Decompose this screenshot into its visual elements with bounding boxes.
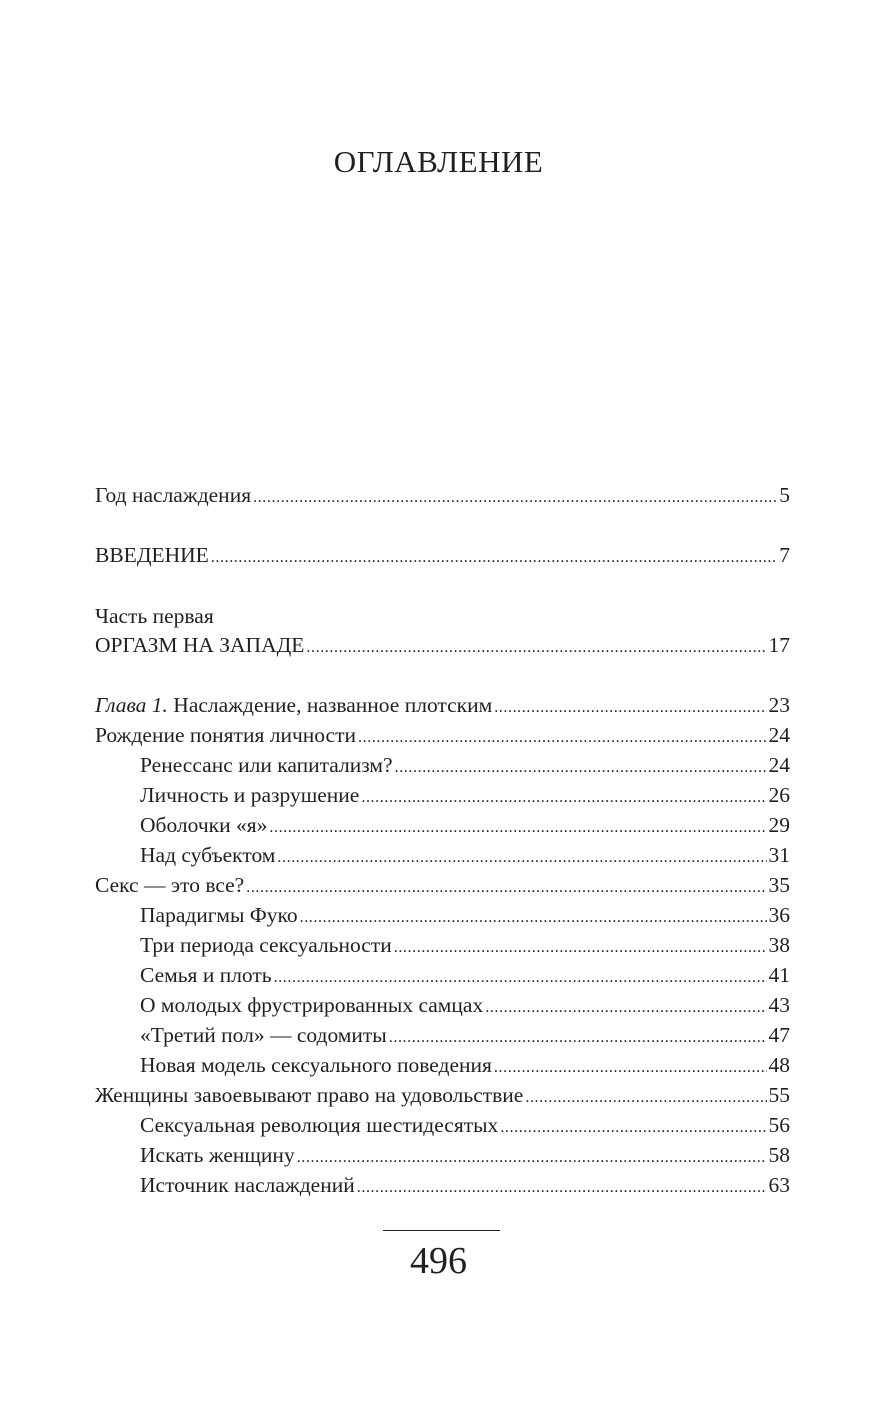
chapter-prefix: Глава 1. <box>95 693 168 717</box>
toc-entry-page: 17 <box>768 633 790 657</box>
toc-entry-label: Парадигмы Фуко <box>140 903 298 927</box>
toc-entry-page: 31 <box>768 843 790 867</box>
toc-entry-label: Новая модель сексуального поведения <box>140 1053 492 1077</box>
toc-entry-label: ВВЕДЕНИЕ <box>95 543 209 567</box>
toc-entry <box>95 720 790 750</box>
part-label: Часть первая <box>95 604 214 628</box>
toc-entry-label: Женщины завоевывают право на удовольствие <box>95 1083 524 1107</box>
dot-leader <box>246 873 766 903</box>
toc-entry-page: 23 <box>768 693 790 717</box>
toc-entry-introduction <box>95 540 790 570</box>
dot-leader <box>394 933 767 963</box>
toc-entry <box>95 870 790 900</box>
toc-entry-label: Секс — это все? <box>95 873 245 897</box>
dot-leader <box>357 1173 767 1203</box>
toc-entry-page: 43 <box>768 993 790 1017</box>
dot-leader <box>389 1023 767 1053</box>
dot-leader <box>274 963 767 993</box>
toc-subentry <box>140 900 790 930</box>
toc-entry-chapter-1 <box>95 690 790 720</box>
toc-subentry <box>140 1110 790 1140</box>
toc-entry-preface <box>95 480 790 510</box>
toc-entry-label: Рождение понятия личности <box>95 723 357 747</box>
toc-entry-label: Ренессанс или капитализм? <box>140 753 393 777</box>
toc-subentry <box>140 990 790 1020</box>
toc-entry-page: 24 <box>768 753 790 777</box>
toc-entry-page: 29 <box>768 813 790 837</box>
dot-leader <box>300 903 767 933</box>
toc-subentry <box>140 1140 790 1170</box>
dot-leader <box>358 723 766 753</box>
toc-entry-page: 55 <box>768 1083 790 1107</box>
toc-entry-label: О молодых фрустрированных самцах <box>140 993 484 1017</box>
toc-entry-page: 48 <box>768 1053 790 1077</box>
toc-subentry <box>140 1050 790 1080</box>
dot-leader <box>253 483 777 513</box>
toc-subentry <box>140 840 790 870</box>
toc-entry-label: «Третий пол» — содомиты <box>140 1023 387 1047</box>
toc-entry-page: 41 <box>768 963 790 987</box>
toc-entry-label <box>95 690 492 720</box>
toc-entry-page: 63 <box>768 1173 790 1197</box>
toc-subentry <box>140 780 790 810</box>
toc-subentry <box>140 1170 790 1200</box>
toc-entry-label: Оболочки «я» <box>140 813 268 837</box>
toc-subentry <box>140 930 790 960</box>
toc-entry-page: 47 <box>768 1023 790 1047</box>
toc-entry-label: Семья и плоть <box>140 963 272 987</box>
toc-subentry <box>140 1020 790 1050</box>
toc-entry-page: 36 <box>768 903 790 927</box>
dot-leader <box>485 993 766 1023</box>
toc-subentry <box>140 960 790 990</box>
dot-leader <box>277 843 766 873</box>
dot-leader <box>494 693 766 723</box>
toc-entry-label: Год наслаждения <box>95 483 252 507</box>
toc-entry-page: 35 <box>768 873 790 897</box>
folio-rule <box>383 1230 500 1231</box>
toc-entry-label: Сексуальная революция шестидесятых <box>140 1113 499 1137</box>
dot-leader <box>297 1143 767 1173</box>
dot-leader <box>211 543 777 573</box>
toc-entry-label: Три периода сексуальности <box>140 933 392 957</box>
toc-entry-page: 24 <box>768 723 790 747</box>
toc-entry-label: Над субъектом <box>140 843 276 867</box>
toc-entry-label: ОРГАЗМ НА ЗАПАДЕ <box>95 633 305 657</box>
dot-leader <box>361 783 766 813</box>
toc-entry-page: 26 <box>768 783 790 807</box>
page-number: 496 <box>410 1240 467 1282</box>
toc-entry-page: 38 <box>768 933 790 957</box>
toc-entry <box>95 1080 790 1110</box>
toc-subentry <box>140 810 790 840</box>
dot-leader <box>395 753 767 783</box>
toc-entry-label: Источник наслаждений <box>140 1173 355 1197</box>
toc-entry-page: 5 <box>779 483 790 507</box>
chapter-title: Наслаждение, названное плотским <box>173 693 493 717</box>
dot-leader <box>500 1113 766 1143</box>
toc-entry-page: 7 <box>779 543 790 567</box>
dot-leader <box>525 1083 766 1113</box>
toc-entry-label: Личность и разрушение <box>140 783 360 807</box>
dot-leader <box>494 1053 767 1083</box>
toc-entry-part-one <box>95 630 790 660</box>
toc-entry-page: 58 <box>768 1143 790 1167</box>
page-title: ОГЛАВЛЕНИЕ <box>333 144 544 179</box>
toc-entry-label: Искать женщину <box>140 1143 295 1167</box>
toc-entry-page: 56 <box>768 1113 790 1137</box>
toc-subentry <box>140 750 790 780</box>
dot-leader <box>306 633 766 663</box>
dot-leader <box>269 813 766 843</box>
